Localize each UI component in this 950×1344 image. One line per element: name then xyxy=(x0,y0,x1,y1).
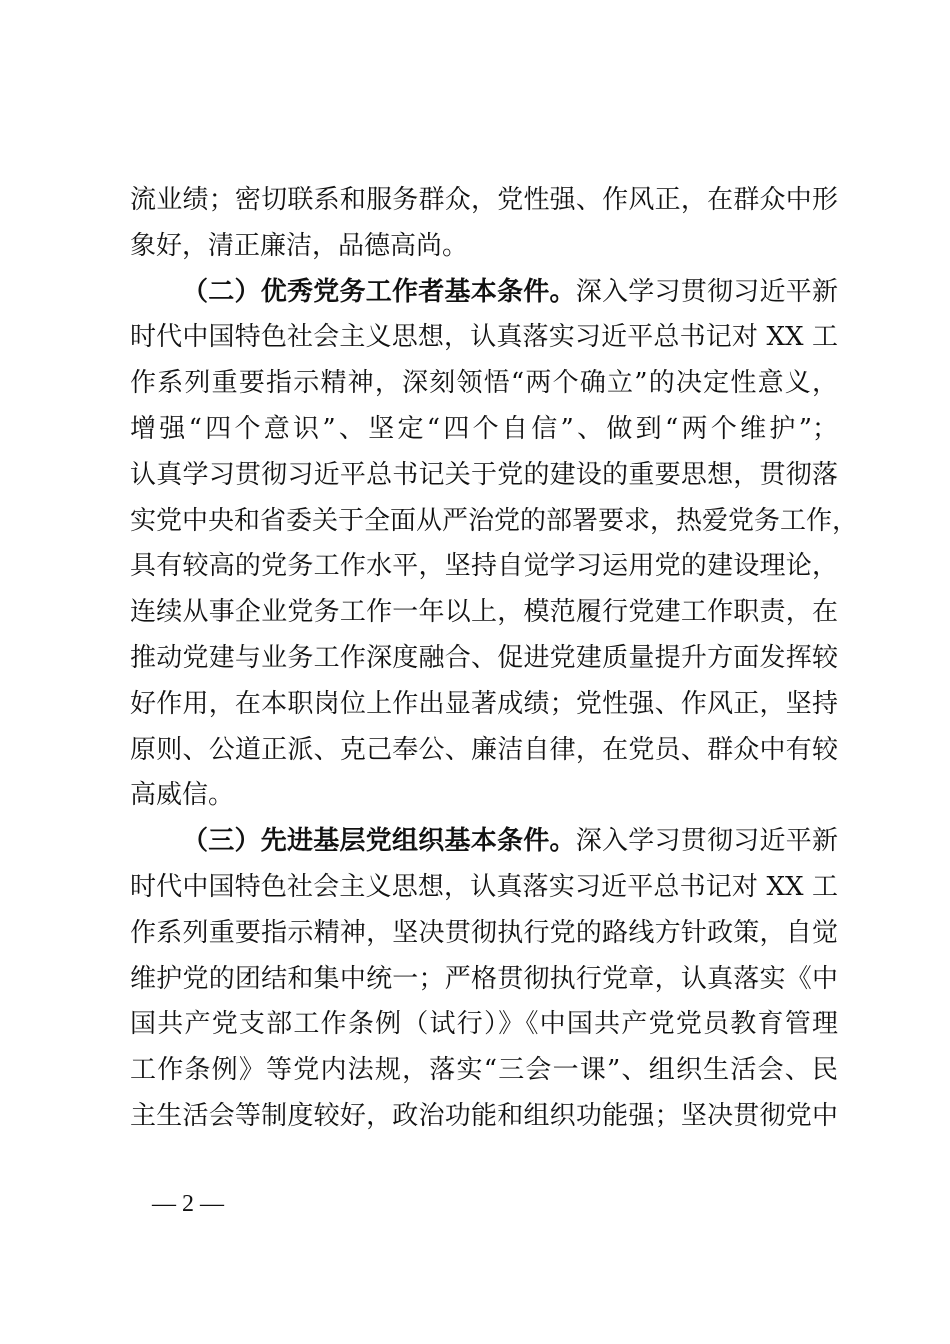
text-line: 推动党建与业务工作深度融合、促进党建质量提升方面发挥较 xyxy=(130,642,838,673)
text-line: 高威信。 xyxy=(130,780,235,811)
section-2-heading: （二）优秀党务工作者基本条件。 xyxy=(182,276,576,307)
text-line: 主生活会等制度较好，政治功能和组织功能强；坚决贯彻党中 xyxy=(130,1100,838,1131)
section-3-first-line-text: 深入学习贯彻习近平新 xyxy=(575,826,838,857)
body-text xyxy=(130,178,859,1140)
text-line: 维护党的团结和集中统一；严格贯彻执行党章，认真落实《中 xyxy=(130,963,838,994)
text-line: 流业绩；密切联系和服务群众，党性强、作风正，在群众中形 xyxy=(130,185,838,215)
section-3-first-line xyxy=(130,819,838,865)
section-2-first-line-text: 深入学习贯彻习近平新 xyxy=(575,276,838,307)
text-line: 国共产党支部工作条例（试行）》《中国共产党党员教育管理 xyxy=(130,1009,838,1040)
text-line: 象好，清正廉洁，品德高尚。 xyxy=(130,230,469,261)
text-line: 实党中央和省委关于全面从严治党的部署要求，热爱党务工作， xyxy=(130,505,859,536)
text-line: 时代中国特色社会主义思想，认真落实习近平总书记对 XX 工 xyxy=(130,871,838,902)
text-line: 连续从事企业党务工作一年以上，模范履行党建工作职责，在 xyxy=(130,597,838,628)
text-line: 时代中国特色社会主义思想，认真落实习近平总书记对 XX 工 xyxy=(130,322,838,353)
text-line: 认真学习贯彻习近平总书记关于党的建设的重要思想，贯彻落 xyxy=(130,459,838,490)
text-line: 工作条例》等党内法规，落实“三会一课”、组织生活会、民 xyxy=(130,1055,838,1086)
page-number: — 2 — xyxy=(152,1191,224,1217)
text-line: 原则、公道正派、克己奉公、廉洁自律，在党员、群众中有较 xyxy=(130,734,838,765)
text-line: 作系列重要指示精神，深刻领悟“两个确立”的决定性意义， xyxy=(130,368,838,399)
text-line: 作系列重要指示精神，坚决贯彻执行党的路线方针政策，自觉 xyxy=(130,917,838,948)
section-2-first-line xyxy=(130,270,838,316)
text-line: 好作用，在本职岗位上作出显著成绩；党性强、作风正，坚持 xyxy=(130,688,838,719)
section-3-heading: （三）先进基层党组织基本条件。 xyxy=(182,826,576,857)
text-line: 具有较高的党务工作水平，坚持自觉学习运用党的建设理论， xyxy=(130,551,838,582)
text-line: 增强“四个意识”、坚定“四个自信”、做到“两个维护”； xyxy=(130,413,838,444)
